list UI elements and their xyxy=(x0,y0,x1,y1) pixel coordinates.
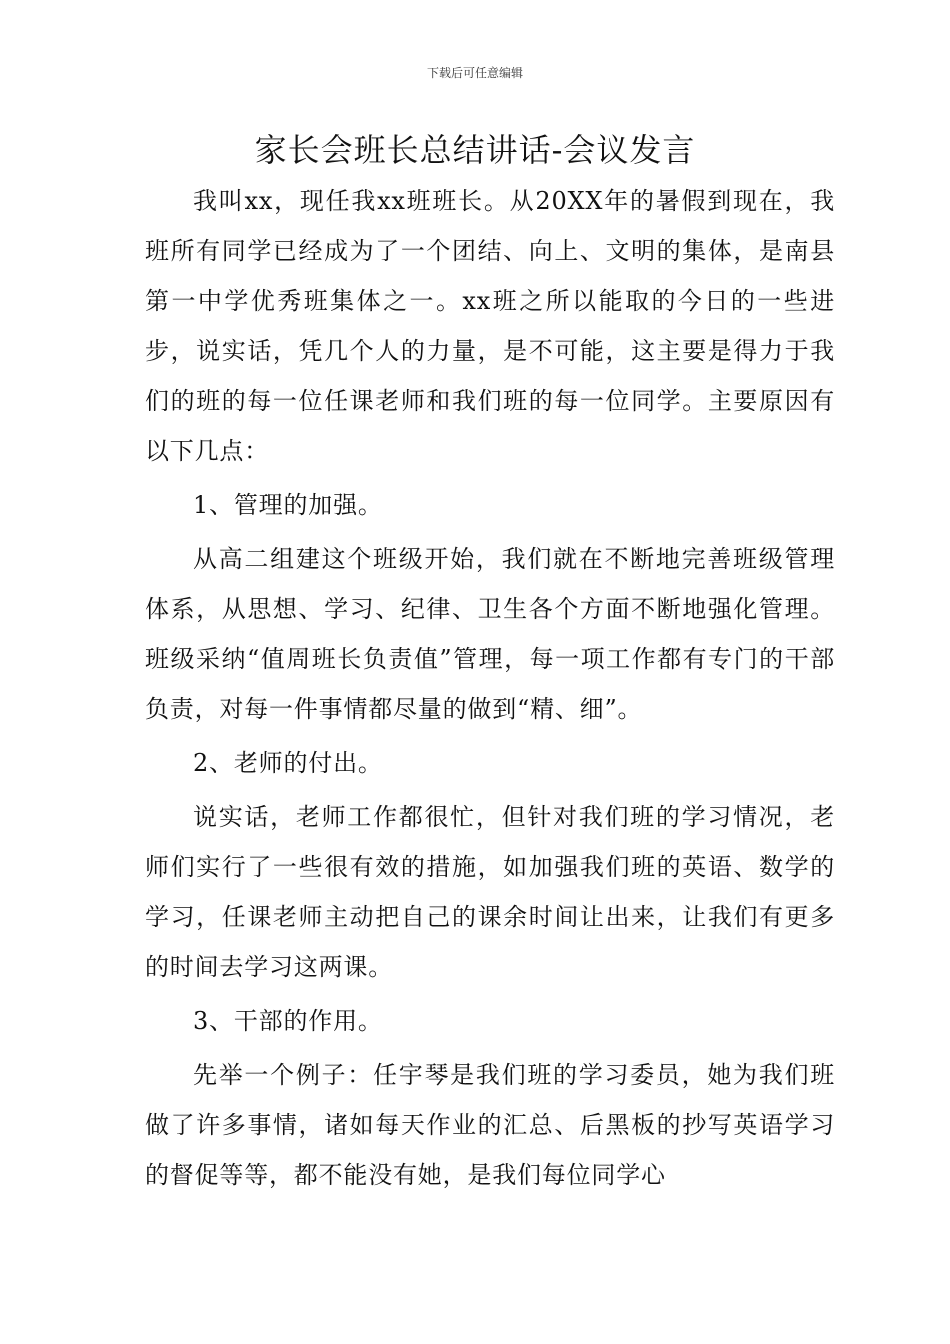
section-heading-1: 1、管理的加强。 xyxy=(193,491,383,519)
section-paragraph-1: 从高二组建这个班级开始，我们就在不断地完善班级管理体系，从思想、学习、纪律、卫生各个方面不断地强化管理。班级采纳“值周班长负责值”管理，每一项工作都有专门的干部负责，对每一件事情都尽量的做到“精、细”。 xyxy=(145,545,835,723)
section-paragraph-2: 说实话，老师工作都很忙，但针对我们班的学习情况，老师们实行了一些很有效的措施，如加强我们班的英语、数学的学习，任课老师主动把自己的课余时间让出来，让我们有更多的时间去学习这两课。 xyxy=(145,803,835,981)
section-paragraph-3: 先举一个例子：任宇琴是我们班的学习委员，她为我们班做了许多事情，诸如每天作业的汇总、后黑板的抄写英语学习的督促等等，都不能没有她，是我们每位同学心 xyxy=(145,1061,835,1189)
section-heading-3: 3、干部的作用。 xyxy=(193,1007,383,1035)
document-title: 家长会班长总结讲话-会议发言 xyxy=(254,131,696,169)
intro-paragraph: 我叫xx，现任我xx班班长。从20XX年的暑假到现在，我班所有同学已经成为了一个团结、向上、文明的集体，是南县第一中学优秀班集体之一。xx班之所以能取的今日的一些进步，说实话，凭几个人的力量，是不可能，这主要是得力于我们的班的每一位任课老师和我们班的每一位同学。主要原因有以下几点： xyxy=(145,187,835,465)
header-note: 下载后可任意编辑 xyxy=(426,66,523,80)
document-body xyxy=(145,176,835,1200)
section-heading-2: 2、老师的付出。 xyxy=(193,749,383,777)
